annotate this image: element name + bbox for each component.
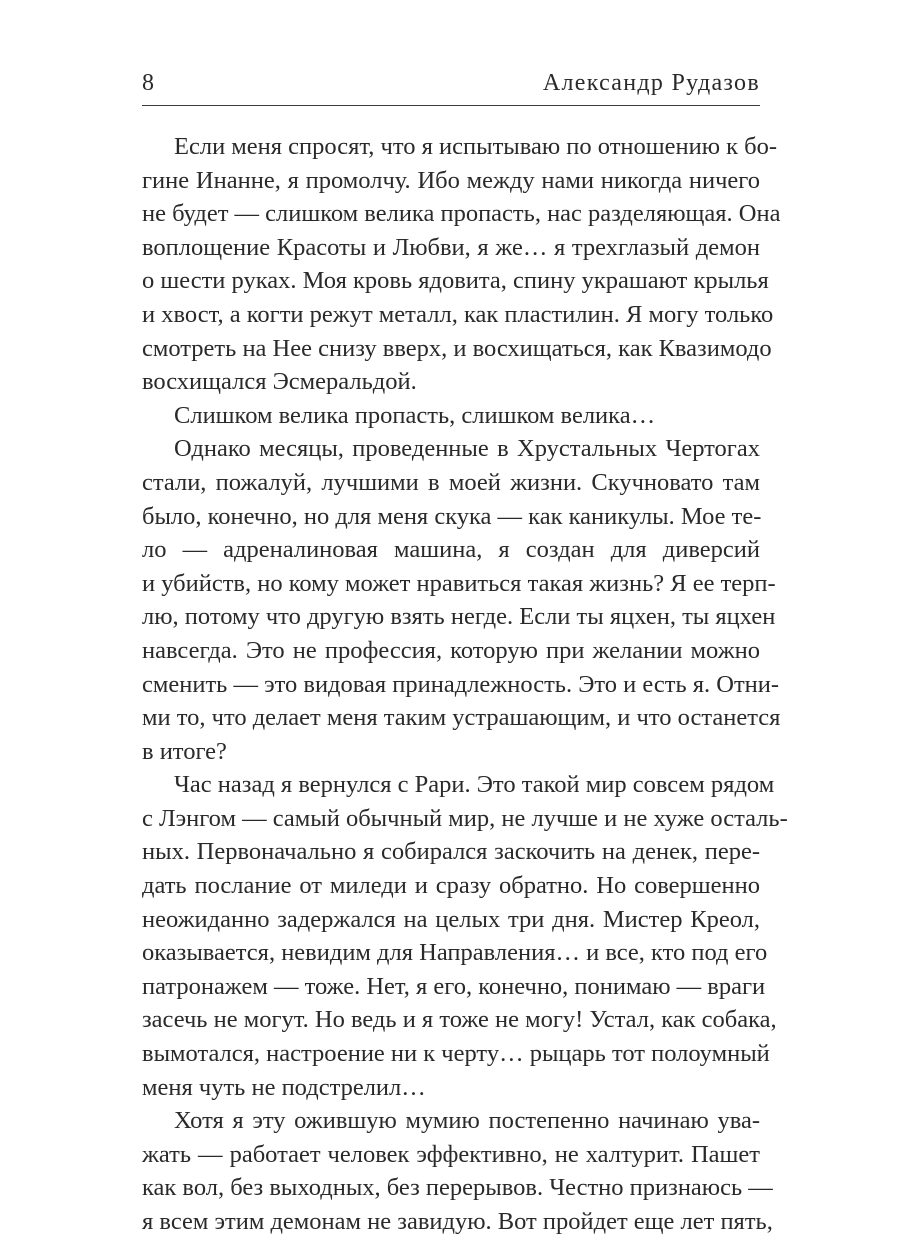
text-line: восхищался Эсмеральдой.	[142, 368, 417, 396]
text-line: в итоге?	[142, 737, 227, 765]
text-line: было, конечно, но для меня скука — как каникулы. Мое те-	[142, 502, 762, 530]
body-text	[142, 130, 788, 1239]
text-line: оказывается, невидим для Направления… и все, кто под его	[142, 939, 768, 967]
running-head	[142, 64, 760, 100]
text-line: Если меня спросят, что я испытываю по отношению к бо-	[174, 133, 778, 160]
page-number: 8	[142, 70, 154, 96]
text-line: Хотя я эту ожившую мумию постепенно начинаю ува-	[174, 1107, 760, 1135]
author-name: Александр Рудазов	[542, 70, 760, 96]
text-line: ных. Первоначально я собирался заскочить на денек, пере-	[142, 838, 760, 866]
text-line: Слишком велика пропасть, слишком велика…	[174, 401, 656, 429]
text-line: сменить — это видовая принадлежность. Это и есть я. Отни-	[142, 670, 780, 698]
text-line: смотреть на Нее снизу вверх, и восхищаться, как Квазимодо	[142, 334, 772, 362]
text-line: с Лэнгом — самый обычный мир, не лучше и не хуже осталь-	[142, 804, 788, 832]
text-line: и хвост, а когти режут металл, как пластилин. Я могу только	[142, 300, 774, 328]
text-line: жать — работает человек эффективно, не халтурит. Пашет	[142, 1140, 760, 1168]
text-line: патронажем — тоже. Нет, я его, конечно, понимаю — враги	[142, 972, 766, 1000]
header-rule	[142, 105, 760, 106]
text-line: засечь не могут. Но ведь и я тоже не могу! Устал, как собака,	[142, 1006, 777, 1034]
text-line: воплощение Красоты и Любви, я же… я трехглазый демон	[142, 233, 760, 261]
text-line: о шести руках. Моя кровь ядовита, спину украшают крылья	[142, 267, 769, 295]
text-line: я всем этим демонам не завидую. Вот пройдет еще лет пять,	[142, 1208, 773, 1235]
text-line: вымотался, настроение ни к черту… рыцарь тот полоумный	[142, 1040, 770, 1068]
text-line: не будет — слишком велика пропасть, нас разделяющая. Она	[142, 200, 781, 228]
text-line: и убийств, но кому может нравиться такая жизнь? Я ее терп-	[142, 569, 776, 597]
text-line: ло — адреналиновая машина, я создан для диверсий	[142, 536, 760, 564]
text-line: Час назад я вернулся с Рари. Это такой мир совсем рядом	[174, 771, 775, 799]
text-line: неожиданно задержался на целых три дня. Мистер Креол,	[142, 905, 760, 933]
text-line: навсегда. Это не профессия, которую при желании можно	[142, 636, 760, 664]
text-line: стали, пожалуй, лучшими в моей жизни. Скучновато там	[142, 468, 760, 496]
text-line: лю, потому что другую взять негде. Если ты яцхен, ты яцхен	[142, 603, 776, 631]
text-line: ми то, что делает меня таким устрашающим, и что останется	[142, 704, 781, 732]
text-line: меня чуть не подстрелил…	[142, 1073, 426, 1101]
text-line: дать послание от миледи и сразу обратно. Но совершенно	[142, 872, 760, 900]
text-line: гине Инанне, я промолчу. Ибо между нами никогда ничего	[142, 166, 760, 194]
text-line: как вол, без выходных, без перерывов. Честно признаюсь —	[142, 1174, 773, 1202]
text-line: Однако месяцы, проведенные в Хрустальных Чертогах	[174, 435, 760, 463]
